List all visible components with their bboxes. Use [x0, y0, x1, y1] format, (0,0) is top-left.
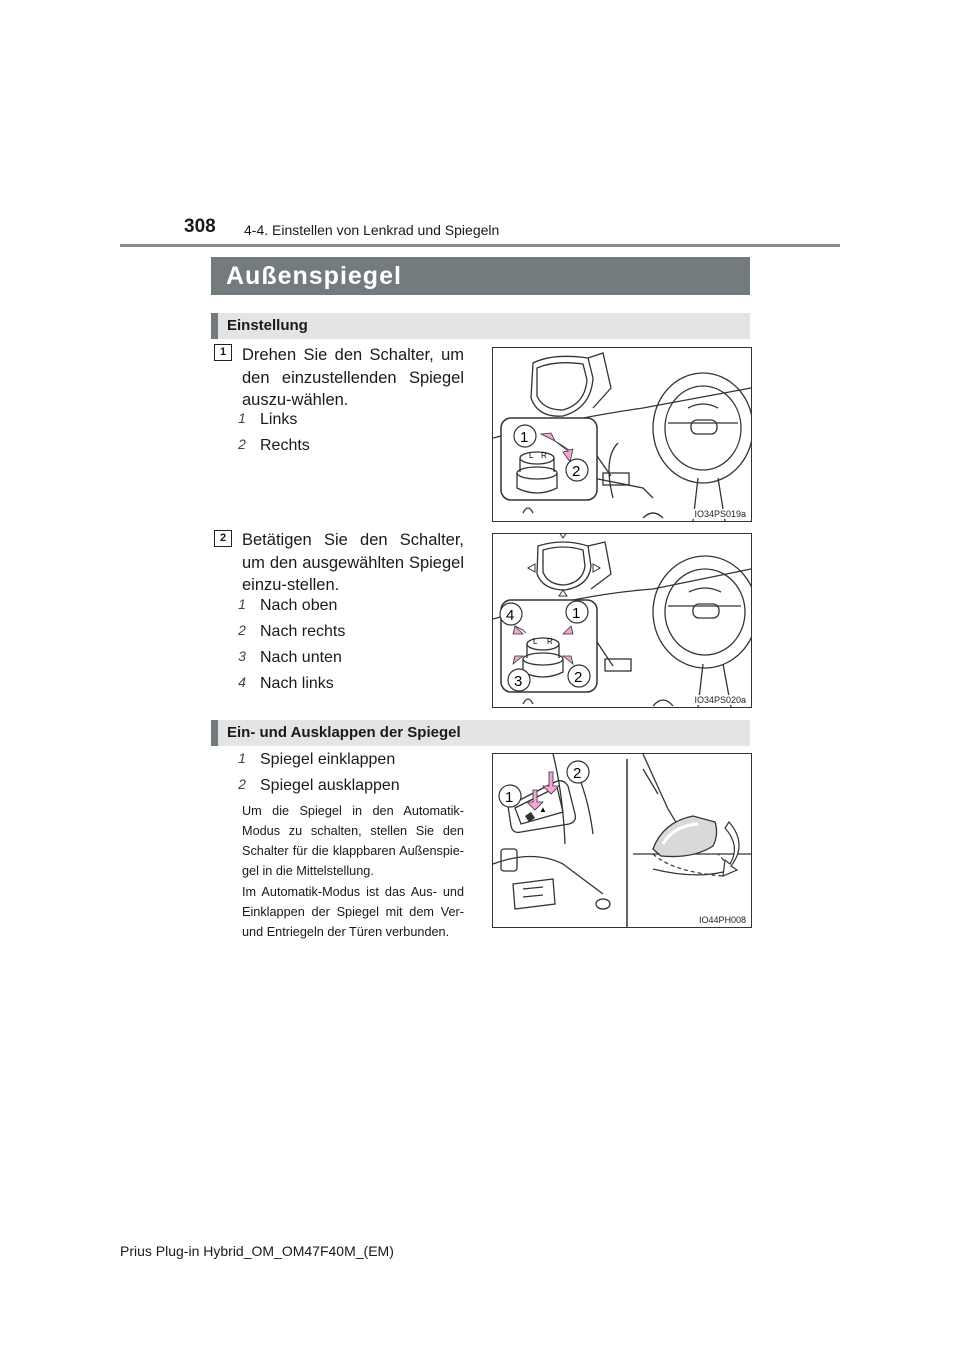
- callout-2: 2: [573, 765, 582, 782]
- list-number: 1: [238, 596, 246, 612]
- callout-1: 1: [520, 429, 529, 446]
- arrow-glyph: ▲: [539, 805, 547, 814]
- callout-4: 4: [506, 607, 515, 624]
- switch-letter-r: R: [547, 637, 553, 646]
- list-number: 3: [238, 648, 246, 664]
- figure-code: IO44PH008: [698, 915, 746, 925]
- list-item-nach-unten: Nach unten: [260, 649, 342, 666]
- mirror-fold-illustration: [493, 754, 751, 927]
- page-number: 308: [184, 216, 216, 237]
- list-item-rechts: Rechts: [260, 437, 310, 454]
- step2-text: Betätigen Sie den Schalter, um den ausgewählten Spiegel einzu-stellen.: [242, 531, 464, 594]
- list-item-nach-oben: Nach oben: [260, 597, 338, 614]
- list-item-einklappen: Spiegel einklappen: [260, 751, 396, 768]
- chapter-title: 4-4. Einstellen von Lenkrad und Spiegeln: [244, 222, 500, 238]
- list-item-nach-rechts: Nach rechts: [260, 623, 346, 640]
- mirror-select-illustration: [493, 348, 751, 521]
- list-number: 4: [238, 674, 246, 690]
- note-automatic-mode: Um die Spiegel in den Automatik-Modus zu schalten, stellen Sie den Schalter für die klappbaren Außenspie-gel in die Mittelstellung.: [242, 804, 464, 878]
- list-item-nach-links: Nach links: [260, 675, 334, 692]
- switch-letter-l: L: [529, 451, 534, 460]
- figure-mirror-fold: [492, 753, 752, 928]
- callout-1: 1: [572, 605, 581, 622]
- mirror-adjust-illustration: [493, 534, 751, 707]
- list-number: 2: [238, 436, 246, 452]
- footer-document-id: Prius Plug-in Hybrid_OM_OM47F40M_(EM): [120, 1243, 394, 1259]
- callout-1: 1: [505, 789, 514, 806]
- callout-2: 2: [574, 669, 583, 686]
- step-marker-1: 1: [214, 344, 232, 361]
- figure-code: IO34PS020a: [694, 695, 746, 705]
- list-number: 1: [238, 410, 246, 426]
- note-door-lock-link: Im Automatik-Modus ist das Aus- und Einklappen der Spiegel mit dem Ver- und Entriegeln der Türen verbunden.: [242, 885, 464, 939]
- step1-text: Drehen Sie den Schalter, um den einzustellenden Spiegel auszu-wählen.: [242, 346, 464, 409]
- figure-mirror-adjust: [492, 533, 752, 708]
- step-marker-2: 2: [214, 530, 232, 547]
- subsection-heading-adjustment: Einstellung: [211, 313, 750, 339]
- switch-letter-r: R: [541, 451, 547, 460]
- header-rule: [120, 244, 840, 247]
- list-number: 1: [238, 750, 246, 766]
- subsection-heading-folding: Ein- und Ausklappen der Spiegel: [211, 720, 750, 746]
- callout-3: 3: [514, 673, 523, 690]
- figure-code: IO34PS019a: [694, 509, 746, 519]
- list-number: 2: [238, 776, 246, 792]
- callout-2: 2: [572, 463, 581, 480]
- list-item-ausklappen: Spiegel ausklappen: [260, 777, 400, 794]
- switch-letter-l: L: [533, 637, 538, 646]
- list-item-links: Links: [260, 411, 298, 428]
- section-title: Außenspiegel: [211, 257, 750, 295]
- list-number: 2: [238, 622, 246, 638]
- figure-mirror-select: [492, 347, 752, 522]
